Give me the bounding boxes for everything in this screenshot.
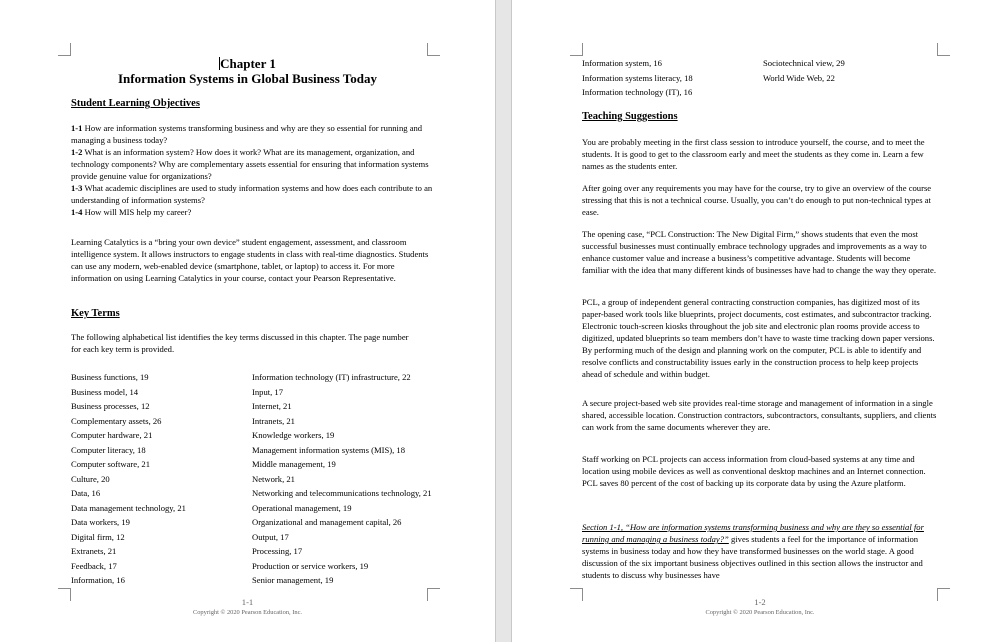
key-terms-column-1-continued [582, 56, 693, 100]
objectives-list [71, 122, 436, 218]
body-paragraph: PCL, a group of independent general contracting construction companies, has digitized most of its paper-based work tools like blueprints, project documents, cost estimates, and subcontractor tracking. Electronic touch-screen kiosks throughout the job site and electronic plan rooms provide access to digitized, updated blueprints so team members don’t have to waste time tracking down paper versions. By performing much of the design and planning work on the computer, PCL is able to identify and resolve conflicts and constructability issues early in the construction process to help keep projects ahead of schedule and within budget. [582, 297, 935, 379]
chapter-title: Information Systems in Global Business Today [118, 71, 377, 86]
key-term: Output, 17 [252, 531, 289, 542]
catalytics-paragraph: Learning Catalytics is a “bring your own device” student engagement, assessment, and classroom intelligence system. It allows instructors to engage students in class with real-time diagnostics. Students can use any modern, web-enabled device (smartphone, tablet, or laptop) to access it. For more information on using Learning Catalytics in your course, contact your Pearson Representative. [71, 237, 429, 283]
objective-item: 1-2 What is an information system? How does it work? What are its management, organization, and technology components? Why are complementary assets essential for ensuring that information systems provide genuine value for organizations? [71, 147, 429, 181]
margin-mark-top-right [937, 43, 950, 56]
key-terms-heading: Key Terms [71, 308, 120, 319]
margin-mark-top-left [570, 43, 583, 56]
key-term: Digital firm, 12 [71, 531, 125, 542]
page-number: 1-1 [241, 597, 254, 607]
teaching-suggestions-heading: Teaching Suggestions [582, 111, 678, 122]
key-terms-column-2-continued [763, 56, 845, 85]
key-term: Network, 21 [252, 473, 295, 484]
body-paragraph: A secure project-based web site provides real-time storage and management of information in a single shared, accessible location. Construction contractors, subcontractors, consultants, suppliers, and clients can work from the same documents wherever they are. [582, 398, 937, 432]
key-term: Computer software, 21 [71, 459, 150, 469]
key-term: Business model, 14 [71, 386, 139, 397]
key-term: Senior management, 19 [252, 575, 334, 585]
key-term: Input, 17 [252, 386, 284, 397]
key-terms-column-2 [252, 370, 432, 588]
objective-item: 1-4 How will MIS help my career? [71, 207, 192, 217]
key-term: Data workers, 19 [71, 517, 130, 527]
page-gap-divider [495, 0, 512, 642]
key-term: Processing, 17 [252, 546, 303, 556]
key-term: Data management technology, 21 [71, 502, 186, 513]
key-term: Business processes, 12 [71, 401, 150, 411]
key-terms-column-1 [71, 370, 186, 588]
key-term: Knowledge workers, 19 [252, 430, 335, 440]
objectives-heading: Student Learning Objectives [71, 98, 200, 109]
key-term: Data, 16 [71, 488, 101, 498]
body-paragraph: Staff working on PCL projects can access information from cloud-based systems at any time and location using mobile devices as well as conventional desktop machines and an Internet connection. PCL saves 80 percent of the cost of backing up its corporate data by using the Azure platform. [582, 454, 926, 488]
body-paragraph: You are probably meeting in the first class session to introduce yourself, the course, and to meet the students. It is good to get to the classroom early and meet the students as they come in. Learn a few names as the students enter. [582, 137, 925, 171]
copyright-footer: Copyright © 2020 Pearson Education, Inc. [705, 609, 815, 616]
body-paragraph: The opening case, “PCL Construction: The New Digital Firm,” shows students that even the most successful businesses must continually embrace technology upgrades and improvements as a way to enhance customer value and increase a business’s competitive advantage. Students will become familiar with the idea that many different kinds of businesses have had to change the way they operate. [582, 229, 936, 275]
key-term: Organizational and management capital, 26 [252, 517, 402, 527]
key-term: Complementary assets, 26 [71, 415, 162, 426]
key-term: Production or service workers, 19 [252, 560, 369, 571]
key-term: Information technology (IT) infrastructure, 22 [252, 372, 411, 382]
key-term: Computer hardware, 21 [71, 430, 153, 440]
key-term: Information system, 16 [582, 58, 662, 68]
section-paragraph [582, 521, 939, 581]
key-term: Feedback, 17 [71, 560, 117, 571]
key-term: Intranets, 21 [252, 415, 295, 426]
key-term: Operational management, 19 [252, 502, 352, 513]
key-term: Middle management, 19 [252, 459, 336, 469]
key-term: Internet, 21 [252, 401, 292, 411]
key-term: Extranets, 21 [71, 546, 117, 556]
copyright-footer: Copyright © 2020 Pearson Education, Inc. [192, 609, 303, 616]
page-number: 1-2 [754, 597, 766, 607]
margin-mark-top-left [58, 43, 71, 56]
key-term: Culture, 20 [71, 473, 110, 484]
section-text: gives students a feel for the importance of information systems in business today and how they have transformed businesses on the world stage. A good discussion of the six important business objectives outlined in this section allows the instructor and students to discuss why businesses have [582, 534, 923, 580]
key-term: Networking and telecommunications technology, 21 [252, 488, 432, 498]
chapter-label: Chapter 1 [220, 56, 276, 71]
objective-item: 1-3 What academic disciplines are used to study information systems and how does each contribute to an understanding of information systems? [71, 183, 433, 205]
key-term: Information systems literacy, 18 [582, 72, 693, 83]
key-terms-intro: The following alphabetical list identifies the key terms discussed in this chapter. The page number for each key term is provided. [71, 332, 409, 354]
document-page-left [0, 0, 495, 642]
body-paragraph: After going over any requirements you may have for the course, try to give an overview of the course stressing that this is not a technical course. Usually, you can’t do enough to put non-technical types at ease. [582, 183, 932, 217]
key-term: Sociotechnical view, 29 [763, 58, 845, 68]
key-term: Business functions, 19 [71, 372, 149, 382]
document-page-right [512, 0, 1008, 642]
key-term: Information technology (IT), 16 [582, 87, 693, 97]
key-term: Management information systems (MIS), 18 [252, 444, 405, 455]
margin-mark-top-right [427, 43, 440, 56]
key-term: Information, 16 [71, 575, 125, 585]
objective-item: 1-1 How are information systems transforming business and why are they so essential for running and managing a business today? [71, 123, 423, 145]
key-term: World Wide Web, 22 [763, 72, 835, 83]
key-term: Computer literacy, 18 [71, 444, 146, 455]
section-title: Section 1-1, “How are information systems transforming business and why are they so essential for running and managing a business today?” [582, 522, 924, 544]
